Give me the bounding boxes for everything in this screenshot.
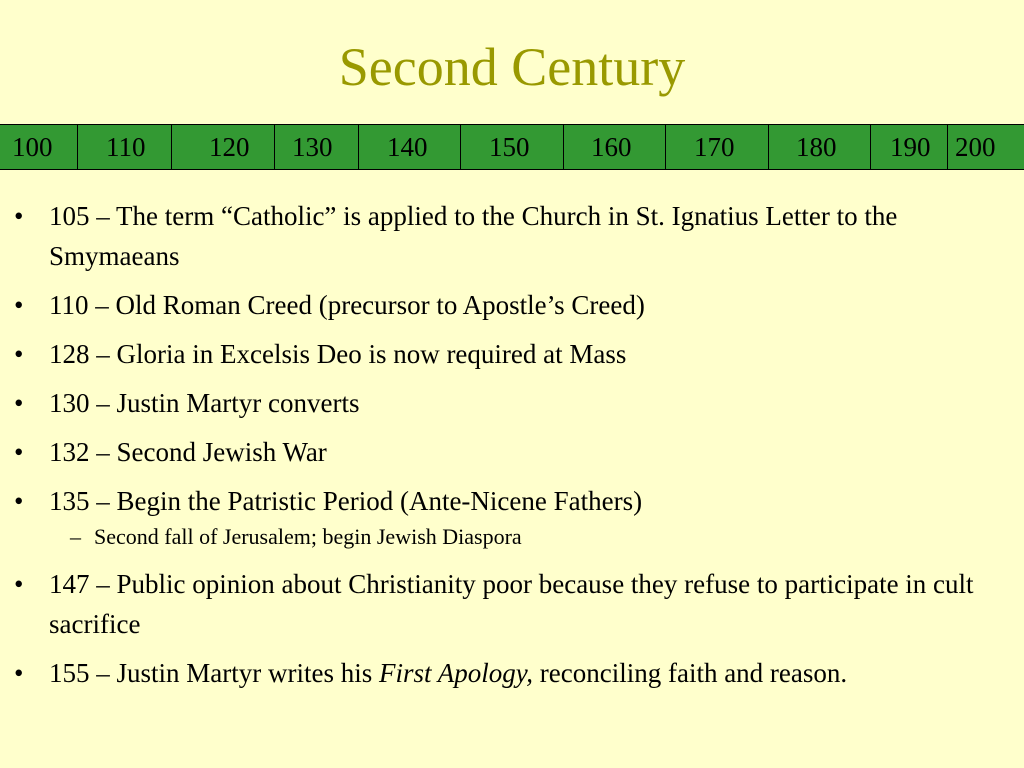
event-155 bbox=[0, 653, 1024, 693]
event-text: 128 – Gloria in Excelsis Deo is now required at Mass bbox=[49, 339, 627, 369]
bullet-marker: • bbox=[14, 658, 24, 688]
event-135-detail bbox=[0, 522, 1024, 552]
bullet-marker: • bbox=[14, 569, 24, 599]
timeline-tick-100: 100 bbox=[0, 125, 78, 169]
event-text-after: reconciling faith and reason. bbox=[533, 658, 848, 688]
event-147 bbox=[0, 564, 1024, 644]
event-text: 147 – Public opinion about Christianity poor because they refuse to participate in cult sacrifice bbox=[49, 569, 974, 639]
timeline-tick-150: 150 bbox=[461, 125, 564, 169]
bullet-marker: • bbox=[14, 486, 24, 516]
event-128 bbox=[0, 334, 1024, 374]
event-110 bbox=[0, 285, 1024, 325]
bullet-marker: • bbox=[14, 388, 24, 418]
event-text: 130 – Justin Martyr converts bbox=[49, 388, 360, 418]
event-text: 132 – Second Jewish War bbox=[49, 437, 327, 467]
event-text: 135 – Begin the Patristic Period (Ante-Nicene Fathers) bbox=[49, 486, 643, 516]
bullet-marker: • bbox=[14, 201, 24, 231]
timeline-tick-140: 140 bbox=[359, 125, 461, 169]
timeline-tick-170: 170 bbox=[666, 125, 769, 169]
timeline-tick-130: 130 bbox=[275, 125, 359, 169]
event-text: 105 – The term “Catholic” is applied to the Church in St. Ignatius Letter to the Smymaeans bbox=[49, 201, 898, 271]
timeline-tick-110: 110 bbox=[78, 125, 172, 169]
timeline-tick-180: 180 bbox=[769, 125, 871, 169]
century-timeline bbox=[0, 124, 1024, 170]
timeline-tick-160: 160 bbox=[564, 125, 666, 169]
event-work-title: First Apology, bbox=[379, 658, 534, 688]
event-detail-text: Second fall of Jerusalem; begin Jewish Diaspora bbox=[94, 524, 522, 549]
bullet-marker: • bbox=[14, 339, 24, 369]
event-text: 110 – Old Roman Creed (precursor to Apostle’s Creed) bbox=[49, 290, 645, 320]
event-text-before: 155 – Justin Martyr writes his bbox=[49, 658, 379, 688]
timeline-tick-190: 190 bbox=[871, 125, 948, 169]
sub-bullet-marker: – bbox=[70, 524, 81, 549]
bullet-marker: • bbox=[14, 437, 24, 467]
event-132 bbox=[0, 432, 1024, 472]
bullet-marker: • bbox=[14, 290, 24, 320]
slide-title: Second Century bbox=[338, 37, 686, 97]
event-list bbox=[0, 196, 1024, 702]
event-105 bbox=[0, 196, 1024, 276]
timeline-tick-200: 200 bbox=[955, 132, 996, 162]
timeline-tick-120: 120 bbox=[172, 125, 275, 169]
event-135 bbox=[0, 481, 1024, 521]
event-130 bbox=[0, 383, 1024, 423]
